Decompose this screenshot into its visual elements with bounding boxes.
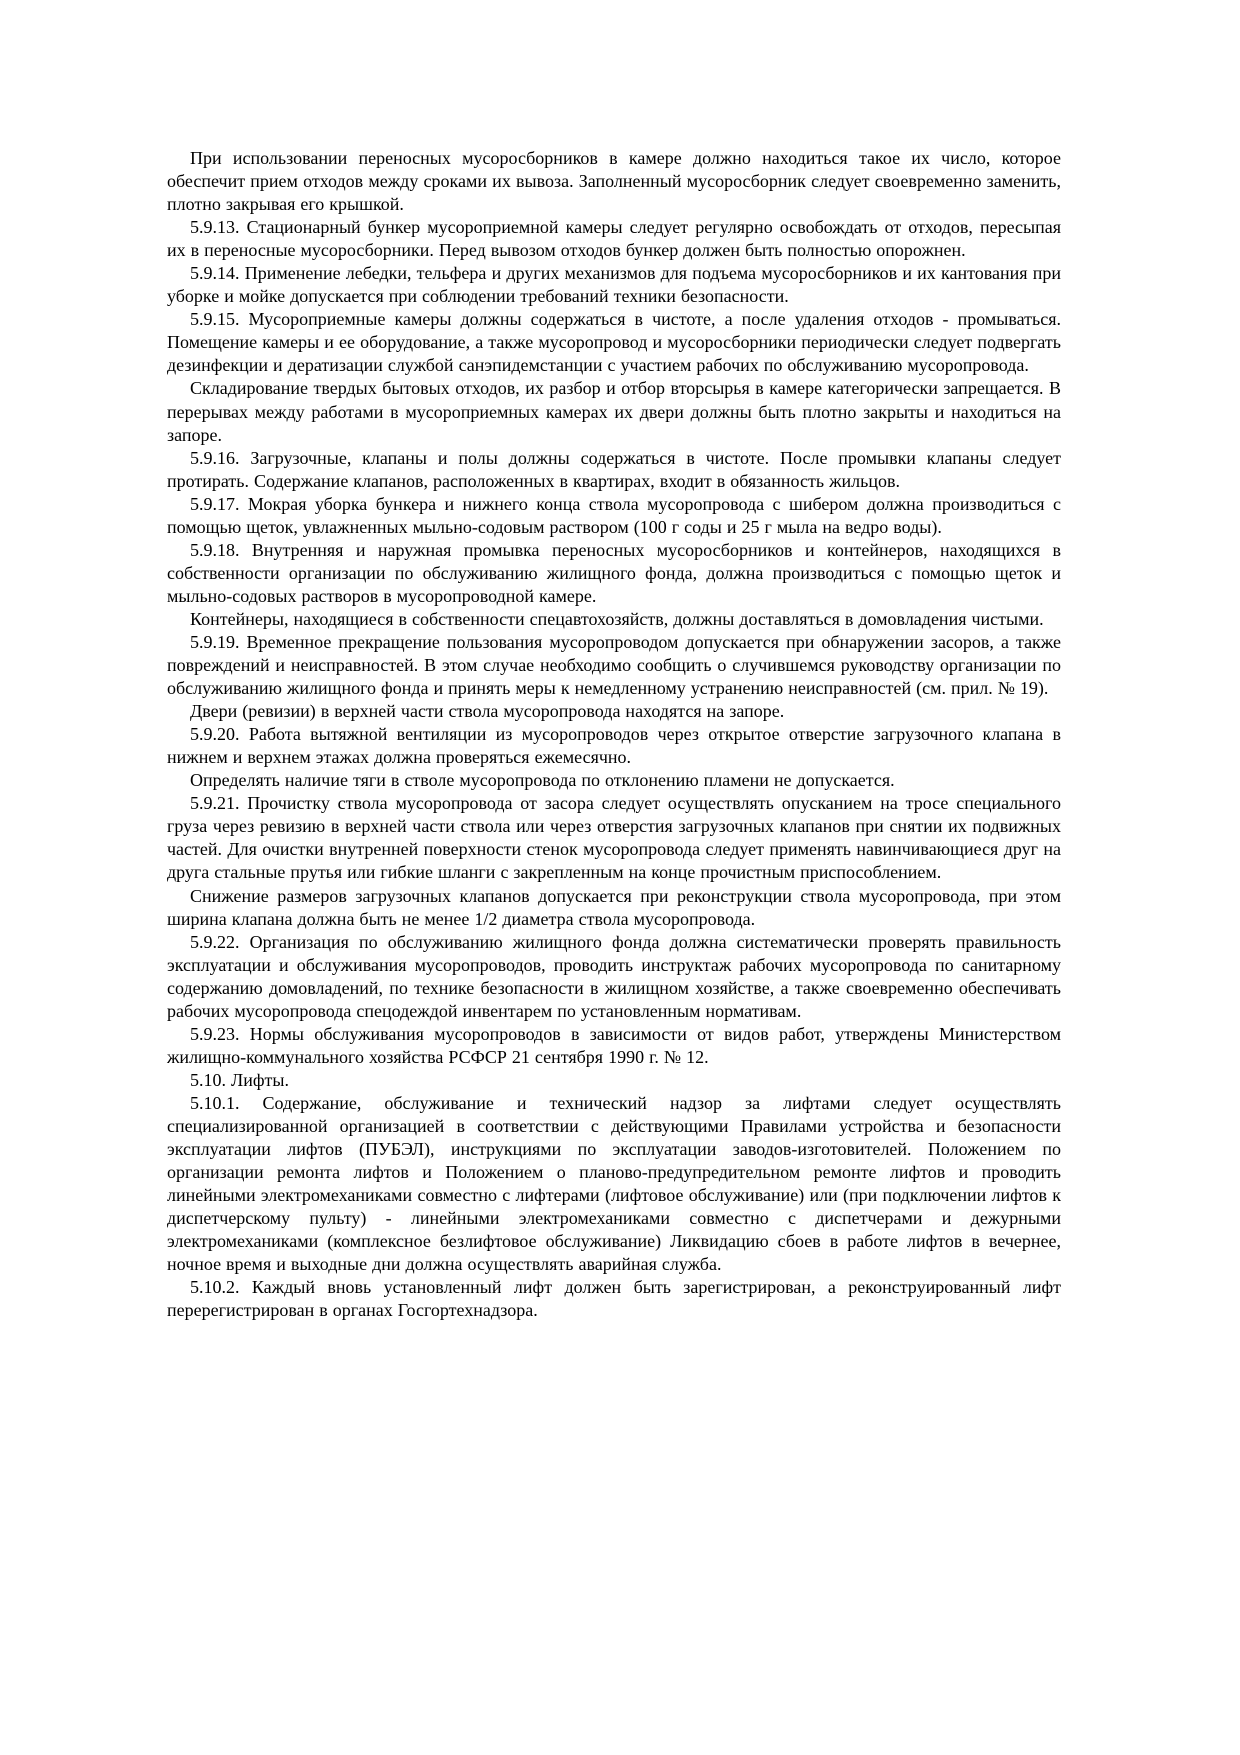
document-body	[167, 147, 1061, 1322]
paragraph-5-9-21: 5.9.21. Прочистку ствола мусоропровода от засора следует осуществлять опусканием на тросе специального груза через ревизию в верхней части ствола или через отверстия загрузочных клапанов при снятии их подвижных частей. Для очистки внутренней поверхности стенок мусоропровода следует применять навинчивающиеся друг на друга стальные прутья или гибкие шланги с закрепленным на конце прочистным приспособлением.	[167, 793, 1061, 883]
paragraph-5-9-19: 5.9.19. Временное прекращение пользования мусоропроводом допускается при обнаружении засоров, а также повреждений и неисправностей. В этом случае необходимо сообщить о случившемся руководству организации по обслуживанию жилищного фонда и принять меры к немедленному устранению неисправностей (см. прил. № 19).	[167, 631, 1061, 699]
paragraph-5-9-20: 5.9.20. Работа вытяжной вентиляции из мусоропроводов через открытое отверстие загрузочного клапана в нижнем и верхнем этажах должна проверяться ежемесячно.	[167, 724, 1061, 768]
paragraph-revision-doors: Двери (ревизии) в верхней части ствола мусоропровода находятся на запоре.	[190, 701, 785, 722]
paragraph-5-10-2: 5.10.2. Каждый вновь установленный лифт должен быть зарегистрирован, а реконструированный лифт перерегистрирован в органах Госгортехнадзора.	[167, 1277, 1061, 1321]
paragraph-5-10-1: 5.10.1. Содержание, обслуживание и технический надзор за лифтами следует осуществлять специализированной организацией в соответствии с действующими Правилами устройства и безопасности эксплуатации лифтов (ПУБЭЛ), инструкциями по эксплуатации заводов-изготовителей. Положением по организации ремонта лифтов и Положением о планово-предупредительном ремонте лифтов и проводить линейными электромеханиками совместно с лифтерами (лифтовое обслуживание) или (при подключении лифтов к диспетчерскому пульту) - линейными электромеханиками совместно с диспетчерами и дежурными электромеханиками (комплексное безлифтовое обслуживание) Ликвидацию сбоев в работе лифтов в вечернее, ночное время и выходные дни должна осуществлять аварийная служба.	[167, 1092, 1061, 1275]
paragraph-5-10-lifts-heading: 5.10. Лифты.	[190, 1069, 289, 1090]
paragraph-5-9-17: 5.9.17. Мокрая уборка бункера и нижнего конца ствола мусоропровода с шибером должна производиться с помощью щеток, увлажненных мыльно-содовым раствором (100 г соды и 25 г мыла на ведро воды).	[167, 493, 1061, 537]
paragraph-5-9-16: 5.9.16. Загрузочные, клапаны и полы должны содержаться в чистоте. После промывки клапаны следует протирать. Содержание клапанов, расположенных в квартирах, входит в обязанность жильцов.	[167, 447, 1061, 491]
paragraph-waste-storage-prohibition: Складирование твердых бытовых отходов, их разбор и отбор вторсырья в камере категорически запрещается. В перерывах между работами в мусороприемных камерах их двери должны быть плотно закрыты и находиться на запоре.	[167, 378, 1061, 445]
paragraph-5-9-22: 5.9.22. Организация по обслуживанию жилищного фонда должна систематически проверять правильность эксплуатации и обслуживания мусоропроводов, проводить инструктаж рабочих мусоропровода по санитарному содержанию домовладений, по технике безопасности в жилищном хозяйстве, а также своевременно обеспечивать рабочих мусоропровода спецодеждой инвентарем по установленным нормативам.	[167, 931, 1061, 1021]
paragraph-valve-size-reduction: Снижение размеров загрузочных клапанов допускается при реконструкции ствола мусоропровода, при этом ширина клапана должна быть не менее 1/2 диаметра ствола мусоропровода.	[167, 885, 1061, 929]
paragraph-containers-clean: Контейнеры, находящиеся в собственности спецавтохозяйств, должны доставляться в домовладения чистыми.	[190, 608, 1044, 629]
paragraph-5-9-13: 5.9.13. Стационарный бункер мусороприемной камеры следует регулярно освобождать от отходов, пересыпая их в переносные мусоросборники. Перед вывозом отходов бункер должен быть полностью опорожнен.	[167, 217, 1061, 261]
paragraph-5-9-18: 5.9.18. Внутренняя и наружная промывка переносных мусоросборников и контейнеров, находящихся в собственности организации по обслуживанию жилищного фонда, должна производиться с помощью щеток и мыльно-содовых растворов в мусоропроводной камере.	[167, 539, 1061, 606]
paragraph-5-9-14: 5.9.14. Применение лебедки, тельфера и других механизмов для подъема мусоросборников и их кантования при уборке и мойке допускается при соблюдении требований техники безопасности.	[167, 263, 1061, 307]
paragraph-5-9-23: 5.9.23. Нормы обслуживания мусоропроводов в зависимости от видов работ, утверждены Министерством жилищно-коммунального хозяйства РСФСР 21 сентября 1990 г. № 12.	[167, 1023, 1061, 1067]
paragraph-portable-bins-intro: При использовании переносных мусоросборников в камере должно находиться такое их число, которое обеспечит прием отходов между сроками их вывоза. Заполненный мусоросборник следует своевременно заменить, плотно закрывая его крышкой.	[167, 148, 1061, 215]
paragraph-5-9-15: 5.9.15. Мусороприемные камеры должны содержаться в чистоте, а после удаления отходов - промываться. Помещение камеры и ее оборудование, а также мусоропровод и мусоросборники периодически следует подвергать дезинфекции и дератизации службой санэпидемстанции с участием рабочих по обслуживанию мусоропровода.	[167, 309, 1061, 376]
paragraph-draft-check: Определять наличие тяги в стволе мусоропровода по отклонению пламени не допускается.	[190, 770, 895, 791]
